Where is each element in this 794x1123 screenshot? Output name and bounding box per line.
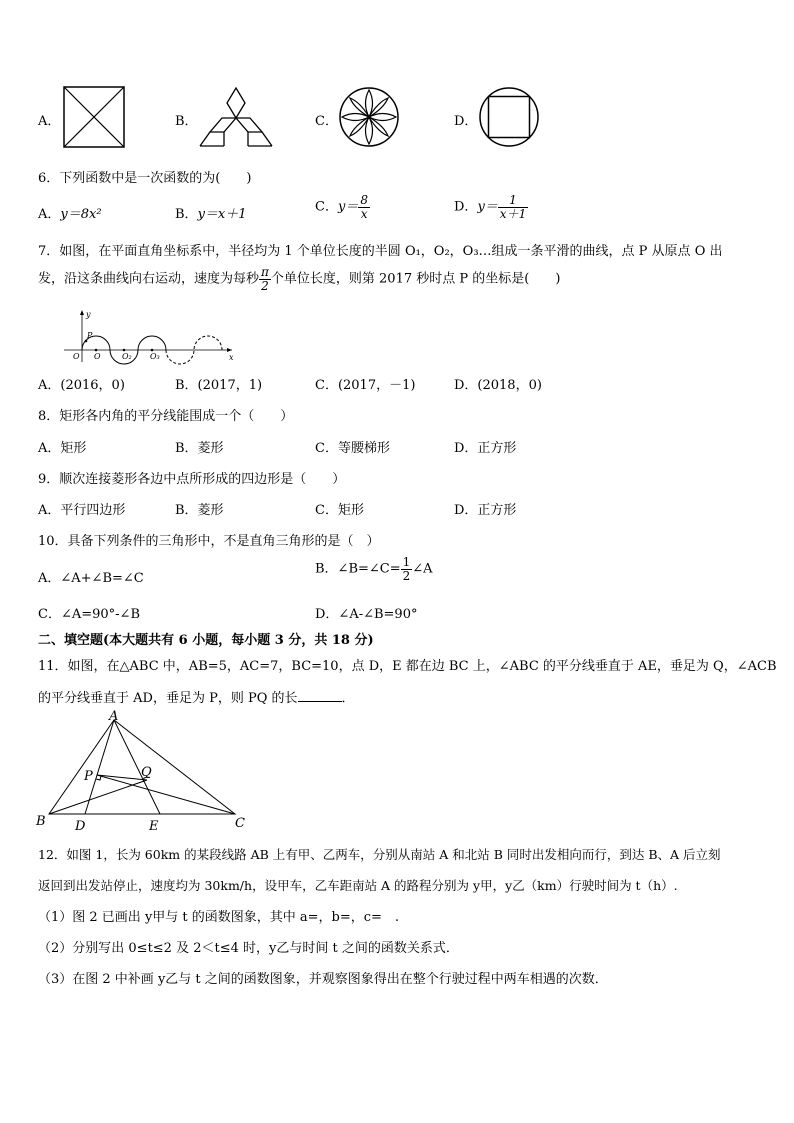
q12-line2: 返回到出发站停止，速度均为 30km/h，设甲车，乙车距南站 A 的路程分别为 y甲，y乙（km）行驶时间为 t（h）. — [38, 878, 678, 893]
q8-stem: 8．矩形各内角的平分线能围成一个（ ） — [38, 409, 294, 424]
q7-speed-denominator: 2 — [261, 278, 269, 293]
q11-fig-label-d: D — [75, 819, 86, 834]
q10-option-b-denominator: 2 — [402, 568, 411, 583]
q6-option-c-pre: y＝ — [337, 199, 359, 215]
q12-sub2: （2）分别写出 0≤t≤2 及 2＜t≤4 时，y乙与时间 t 之间的函数关系式． — [38, 941, 459, 956]
q7-fig-o2-label: O₂ — [122, 352, 132, 361]
q6-option-c-label: C． — [315, 199, 338, 215]
q6-stem: 6．下列函数中是一次函数的为( ) — [38, 171, 252, 186]
q11-fig-label-q: Q — [141, 765, 152, 780]
q11-fig-label-c: C — [235, 816, 245, 831]
q11-fig-label-b: B — [36, 814, 46, 829]
q7-line1: 7．如图，在平面直角坐标系中，半径均为 1 个单位长度的半圆 O₁，O₂，O₃…组成一条平滑的曲线，点 P 从原点 O 出 — [38, 244, 723, 259]
q7-fig-origin-label: O — [73, 352, 80, 361]
q6-option-c-fraction — [358, 194, 370, 220]
q7-fig-y-label: y — [86, 310, 91, 319]
q5-figure-c — [338, 86, 400, 148]
q6-option-d-label: D． — [454, 199, 478, 215]
q7-option-a: A．(2016，0) — [38, 378, 125, 393]
q7-fig-o3-label: O₃ — [150, 352, 160, 361]
q5-figure-b — [198, 86, 274, 148]
q9-stem: 9．顺次连接菱形各边中点所形成的四边形是（ ） — [38, 472, 346, 487]
q11-fig-label-e: E — [149, 819, 159, 834]
section-heading-fill-in: 二、填空题(本大题共有 6 小题，每小题 3 分，共 18 分) — [38, 633, 374, 648]
q11-line2-end: ． — [341, 691, 355, 706]
q7-option-c: C．(2017，－1) — [315, 378, 416, 393]
q9-option-d: D．正方形 — [454, 503, 517, 518]
q7-fig-p-label: P — [87, 331, 93, 340]
q11-fig-label-a: A — [109, 709, 119, 724]
q7-speed-numerator: π — [261, 265, 269, 279]
q8-option-a: A．矩形 — [38, 441, 87, 456]
q6-option-a — [38, 203, 102, 222]
q11-figure — [34, 709, 254, 834]
q6-option-d-pre: y＝ — [477, 199, 498, 215]
q7-option-d: D．(2018，0) — [454, 378, 542, 393]
q6-option-a-label: A． — [38, 207, 61, 222]
q10-option-d: D．∠A-∠B=90° — [315, 607, 418, 622]
q7-fig-o1-label: O — [94, 352, 101, 361]
q11-line1: 11．如图，在△ABC 中，AB=5，AC=7，BC=10，点 D，E 都在边 BC 上，∠ABC 的平分线垂直于 AE，垂足为 Q，∠ACB — [38, 659, 777, 674]
q6-option-d — [454, 194, 528, 220]
q6-option-c — [315, 194, 370, 220]
q5-figure-a — [63, 86, 125, 148]
q7-fig-x-label: x — [229, 353, 234, 362]
q12-sub1: （1）图 2 已画出 y甲与 t 的函数图象，其中 a=，b=，c= . — [38, 910, 400, 925]
q5-option-c-label: C． — [315, 114, 338, 129]
q9-option-a: A．平行四边形 — [38, 503, 126, 518]
q10-option-b-pre: B．∠B=∠C= — [315, 561, 401, 577]
q10-option-b — [315, 556, 433, 582]
q10-option-c: C．∠A=90°-∠B — [38, 607, 141, 622]
q11-fig-label-p: P — [84, 769, 93, 784]
q11-answer-blank — [298, 689, 342, 702]
q5-figure-d — [478, 86, 540, 148]
q7-figure — [60, 308, 240, 364]
q8-option-c: C．等腰梯形 — [315, 441, 390, 456]
q6-option-b-label: B． — [175, 207, 198, 222]
q5-option-b-label: B． — [175, 114, 198, 129]
q8-option-d: D．正方形 — [454, 441, 517, 456]
q10-stem: 10．具备下列条件的三角形中，不是直角三角形的是（ ） — [38, 534, 380, 549]
q11-line2-text: 的平分线垂直于 AD，垂足为 P，则 PQ 的长 — [38, 691, 298, 706]
q6-option-d-fraction — [498, 194, 528, 220]
q6-option-d-numerator: 1 — [498, 194, 528, 208]
q5-option-d-label: D． — [454, 114, 478, 129]
q6-option-b-expr: y＝x＋1 — [197, 207, 247, 222]
q7-line2-pre: 发，沿这条曲线向右运动，速度为每秒 — [38, 271, 260, 287]
q6-option-d-denominator: x＋1 — [499, 206, 527, 221]
q6-option-c-numerator: 8 — [360, 193, 368, 207]
q7-line2 — [38, 266, 560, 292]
q5-option-a-label: A． — [38, 114, 61, 129]
q10-option-b-numerator: 1 — [402, 555, 411, 569]
q11-line2 — [38, 687, 355, 706]
q6-option-c-denominator: x — [360, 206, 368, 221]
q10-option-b-fraction — [401, 556, 413, 582]
q7-option-b: B．(2017，1) — [175, 378, 263, 393]
q9-option-c: C．矩形 — [315, 503, 364, 518]
q8-option-b: B．菱形 — [175, 441, 224, 456]
q10-option-a: A．∠A+∠B=∠C — [38, 571, 144, 586]
q12-sub3: （3）在图 2 中补画 y乙与 t 之间的函数图象，并观察图象得出在整个行驶过程中两车相遇的次数． — [38, 972, 608, 987]
q7-speed-fraction — [259, 266, 271, 292]
q9-option-b: B．菱形 — [175, 503, 224, 518]
q12-line1: 12．如图 1，长为 60km 的某段线路 AB 上有甲、乙两车，分别从南站 A 和北站 B 同时出发相向而行，到达 B、A 后立刻 — [38, 847, 721, 862]
q6-option-a-expr: y＝8x² — [60, 207, 102, 222]
q6-option-b — [175, 203, 247, 222]
q10-option-b-post: ∠A — [412, 561, 433, 577]
q7-line2-post: 个单位长度，则第 2017 秒时点 P 的坐标是( ) — [270, 271, 561, 287]
